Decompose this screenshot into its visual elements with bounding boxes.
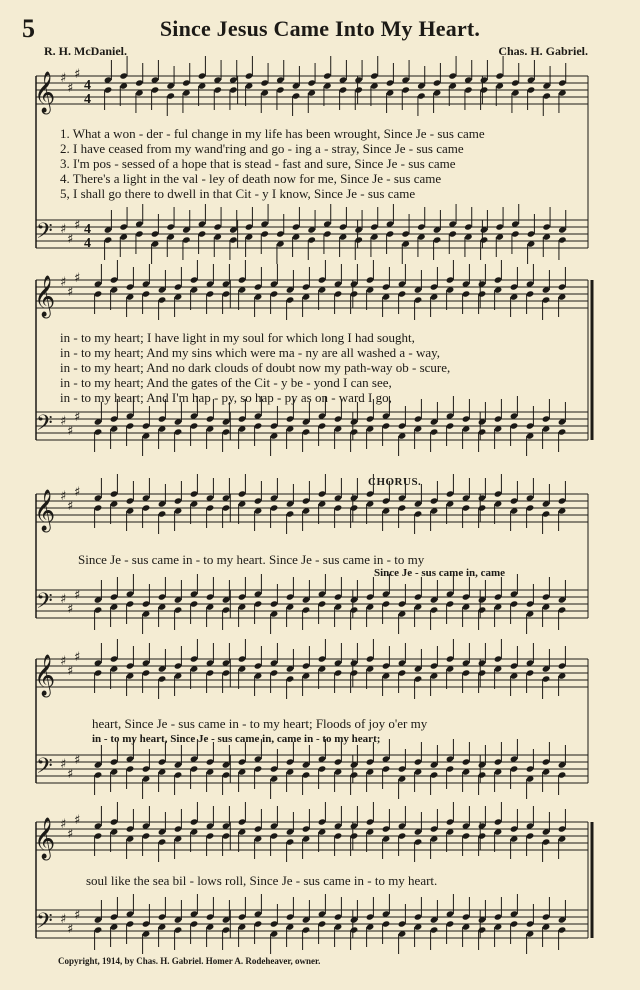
verse-2-line-2: in - to my heart; And my sins which were ma - ny are all washed a - way, <box>60 345 441 360</box>
sharp-icon: ♯ <box>74 908 81 923</box>
sharp-icon: ♯ <box>74 218 81 233</box>
time-signature-top: 4 <box>84 78 91 93</box>
verse-5-line-2: in - to my heart; And I'm hap - py, so hap - py as on - ward I go, <box>60 390 392 405</box>
treble-clef-icon: 𝄞 <box>34 276 56 317</box>
sharp-icon: ♯ <box>67 499 74 514</box>
sharp-icon: ♯ <box>67 664 74 679</box>
verse-4-line-2: in - to my heart; And the gates of the Cit - y be - yond I can see, <box>60 375 392 390</box>
treble-clef-icon: 𝄞 <box>34 818 56 859</box>
time-signature-bottom: 4 <box>84 92 91 107</box>
treble-clef-icon: 𝄞 <box>34 72 56 113</box>
sharp-icon: ♯ <box>74 650 81 665</box>
verse-4-line-1: 4. There's a light in the val - ley of death now for me, Since Je - sus came <box>60 171 442 186</box>
verse-3-line-1: 3. I'm pos - sessed of a hope that is stead - fast and sure, Since Je - sus came <box>60 156 456 171</box>
hymn-title: Since Jesus Came Into My Heart. <box>159 16 481 41</box>
bass-clef-icon: 𝄢 <box>36 909 53 939</box>
sharp-icon: ♯ <box>60 489 67 504</box>
composer: Chas. H. Gabriel. <box>498 44 588 58</box>
treble-clef-icon: 𝄞 <box>34 655 56 696</box>
sharp-icon: ♯ <box>74 271 81 286</box>
chorus-bass-lyrics-line-3: Since Je - sus came in, came <box>374 567 506 579</box>
chorus-lyrics-line-4: heart, Since Je - sus came in - to my heart; Floods of joy o'er my <box>92 716 428 731</box>
sharp-icon: ♯ <box>67 767 74 782</box>
chorus-bass-lyrics-line-4: in - to my heart, Since Je - sus came in, came in - to my heart; <box>92 733 381 745</box>
chorus-lyrics-line-5: soul like the sea bil - lows roll, Since Je - sus came in - to my heart. <box>86 873 438 888</box>
sharp-icon: ♯ <box>67 827 74 842</box>
sharp-icon: ♯ <box>74 410 81 425</box>
copyright-notice: Copyright, 1914, by Chas. H. Gabriel. Homer A. Rodeheaver, owner. <box>58 956 321 966</box>
sharp-icon: ♯ <box>74 485 81 500</box>
time-signature-bottom: 4 <box>84 236 91 251</box>
sharp-icon: ♯ <box>74 67 81 82</box>
chorus-label: CHORUS. <box>368 476 422 488</box>
sharp-icon: ♯ <box>60 912 67 927</box>
sharp-icon: ♯ <box>67 81 74 96</box>
sharp-icon: ♯ <box>74 588 81 603</box>
sharp-icon: ♯ <box>67 424 74 439</box>
time-signature-top: 4 <box>84 222 91 237</box>
sharp-icon: ♯ <box>60 414 67 429</box>
chorus-lyrics-line-3: Since Je - sus came in - to my heart. Since Je - sus came in - to my <box>78 552 425 567</box>
sharp-icon: ♯ <box>60 275 67 290</box>
sharp-icon: ♯ <box>60 592 67 607</box>
verse-2-line-1: 2. I have ceased from my wand'ring and go - ing a - stray, Since Je - sus came <box>60 141 464 156</box>
verse-1-line-1: 1. What a won - der - ful change in my life has been wrought, Since Je - sus came <box>60 126 485 141</box>
bass-clef-icon: 𝄢 <box>36 589 53 619</box>
sharp-icon: ♯ <box>60 817 67 832</box>
sharp-icon: ♯ <box>60 757 67 772</box>
sharp-icon: ♯ <box>67 602 74 617</box>
treble-clef-icon: 𝄞 <box>34 490 56 531</box>
bass-clef-icon: 𝄢 <box>36 411 53 441</box>
sharp-icon: ♯ <box>60 222 67 237</box>
verse-lyrics-line-1 <box>60 126 590 201</box>
sharp-icon: ♯ <box>60 654 67 669</box>
verse-lyrics-line-2 <box>60 330 590 405</box>
sharp-icon: ♯ <box>67 232 74 247</box>
verse-3-line-2: in - to my heart; And no dark clouds of doubt now my path-way ob - scure, <box>60 360 451 375</box>
bass-clef-icon: 𝄢 <box>36 219 53 249</box>
bass-clef-icon: 𝄢 <box>36 754 53 784</box>
sharp-icon: ♯ <box>67 285 74 300</box>
hymn-number: 5 <box>22 14 35 43</box>
sharp-icon: ♯ <box>67 922 74 937</box>
sharp-icon: ♯ <box>74 753 81 768</box>
verse-1-line-2: in - to my heart; I have light in my soul for which long I had sought, <box>60 330 415 345</box>
verse-5-line-1: 5, I shall go there to dwell in that Cit - y I know, Since Je - sus came <box>60 186 416 201</box>
sharp-icon: ♯ <box>74 813 81 828</box>
sharp-icon: ♯ <box>60 71 67 86</box>
lyricist: R. H. McDaniel. <box>44 44 127 58</box>
